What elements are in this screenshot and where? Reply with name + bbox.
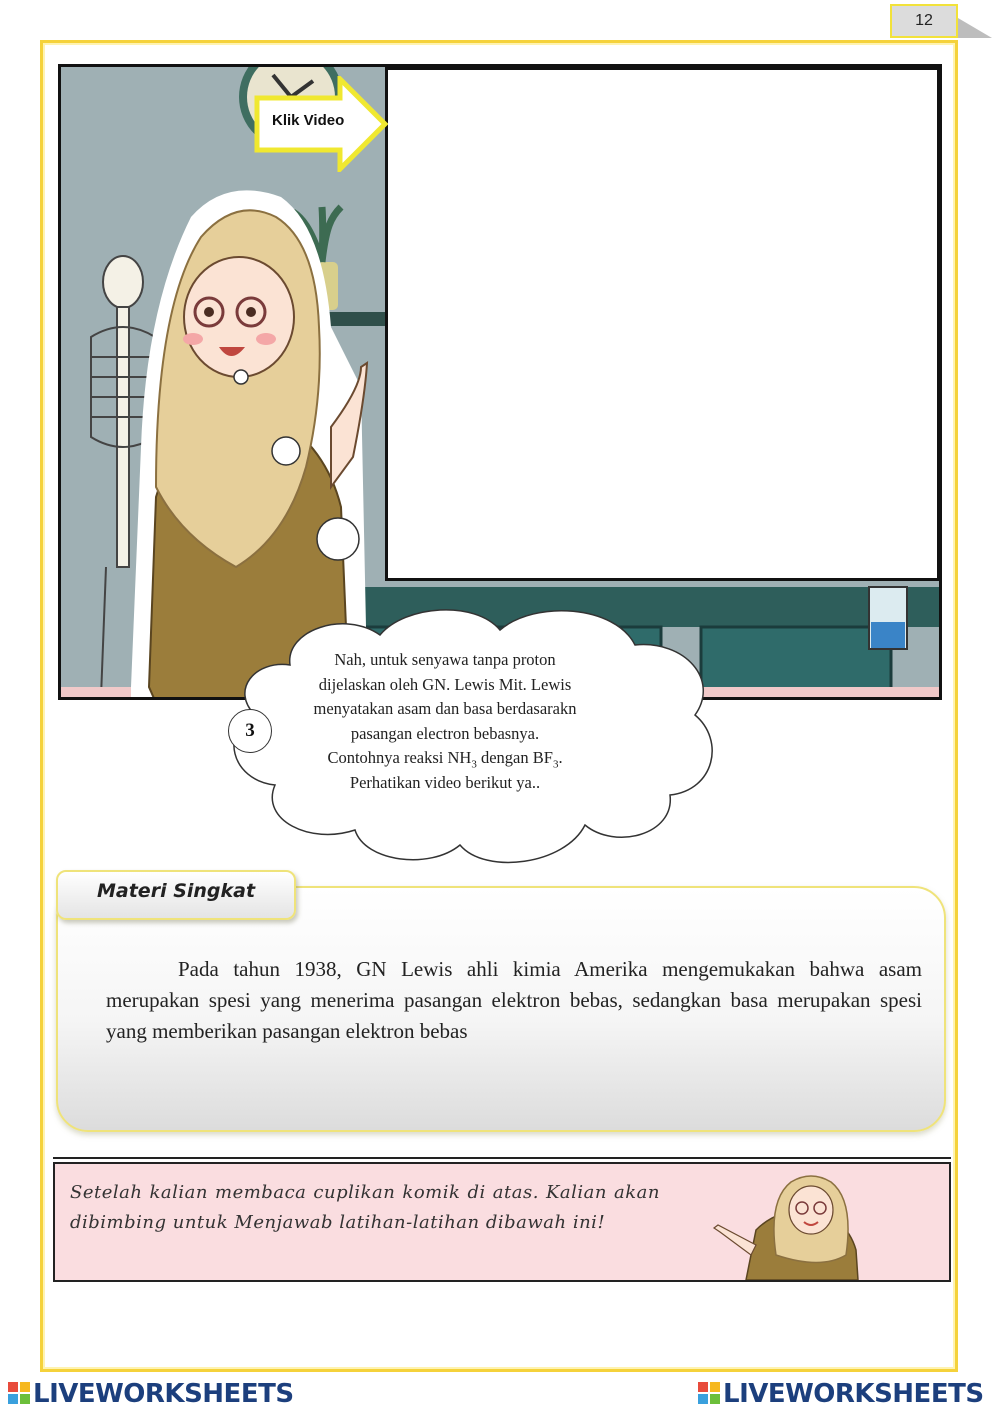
- speech-line: Perhatikan video berikut ya..: [349, 772, 541, 792]
- materi-title: Materi Singkat: [97, 880, 256, 902]
- teacher-mini-illustration: [706, 1170, 866, 1280]
- page-corner-fold: [958, 18, 992, 38]
- speech-cloud-text: [282, 648, 608, 795]
- klik-video-label[interactable]: Klik Video: [272, 112, 345, 129]
- materi-text: Pada tahun 1938, GN Lewis ahli kimia Amerika mengemukakan bahwa asam merupakan spesi yang menerima pasangan elektron bebas, sedangkan basa merupakan spesi yang memberikan pasangan elektron bebas: [106, 957, 922, 1043]
- speech-line: menyatakan asam dan basa berdasarakn: [313, 699, 577, 718]
- speech-line: pasangan electron bebasnya.: [350, 723, 540, 743]
- liveworksheets-logo-right: LIVEWORKSHEETS: [698, 1380, 984, 1408]
- page-number: 12: [890, 4, 958, 38]
- speech-line: Nah, untuk senyawa tanpa proton: [334, 650, 556, 669]
- speech-line: dijelaskan oleh GN. Lewis Mit. Lewis: [318, 674, 572, 694]
- speech-line-formula: Contohnya reaksi $NH_3$ dengan $BF_3$.: [327, 748, 563, 771]
- liveworksheets-logo-left: LIVEWORKSHEETS: [8, 1380, 294, 1408]
- latihan-text: Setelah kalian membaca cuplikan komik di atas. Kalian akan dibimbing untuk Menjawab latihan-latihan dibawah ini!: [70, 1182, 660, 1233]
- panel-number-badge: 3: [228, 709, 272, 753]
- liveworksheets-logo-icon: [8, 1382, 30, 1404]
- liveworksheets-logo-icon: [698, 1382, 720, 1404]
- video-embed-area[interactable]: [385, 67, 940, 581]
